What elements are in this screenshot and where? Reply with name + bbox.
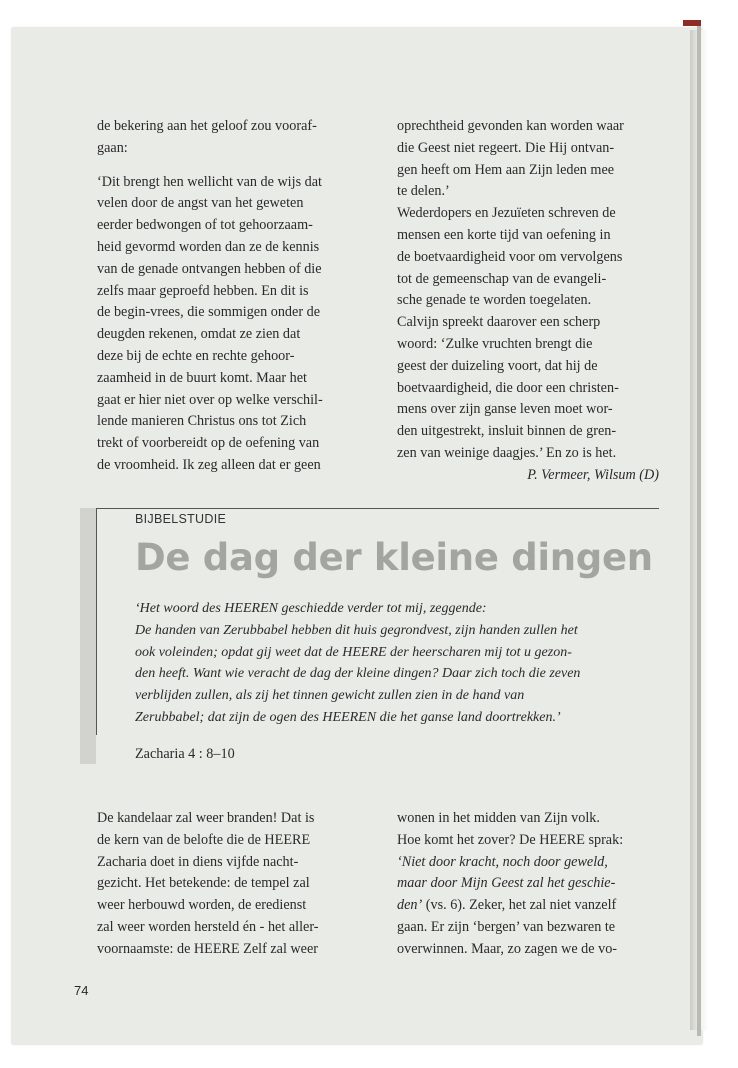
page-edge bbox=[697, 26, 701, 1036]
text-line: voornaamste: de HEERE Zelf zal weer bbox=[97, 940, 318, 957]
column-bottom-right bbox=[397, 808, 659, 961]
column-top-right bbox=[397, 116, 659, 487]
text-line: wonen in het midden van Zijn volk. bbox=[397, 810, 600, 826]
text-line: de boetvaardigheid voor om vervolgens bbox=[397, 248, 623, 265]
text-line: oprechtheid gevonden kan worden waar bbox=[397, 118, 624, 134]
text-line: weer herbouwd worden, de eredienst bbox=[97, 897, 307, 914]
text-line: eerder bedwongen of tot gehoorzaam- bbox=[97, 217, 313, 234]
text-line: trekt of voorbereidt op de oefening van bbox=[97, 435, 320, 452]
text-line: de begin-vrees, die sommigen onder de bbox=[97, 304, 320, 321]
text-line: velen door de angst van het geweten bbox=[97, 195, 304, 212]
text-line: mensen een korte tijd van oefening in bbox=[397, 226, 611, 243]
text-line: de bekering aan het geloof zou vooraf- bbox=[97, 118, 317, 134]
text-line: Hoe komt het zover? De HEERE sprak: bbox=[397, 831, 624, 848]
quote-line: Zerubbabel; dat zijn de ogen des HEEREN die het ganse land doortrekken.’ bbox=[135, 709, 561, 725]
text-line: gen heeft om Hem aan Zijn leden mee bbox=[397, 161, 615, 178]
quote-line: ook voleinden; opdat gij weet dat de HEERE der heerscharen mij tot u gezon- bbox=[135, 644, 572, 660]
text-line: mens over zijn ganse leven moet wor- bbox=[397, 401, 613, 418]
text-line: van de genade ontvangen hebben of die bbox=[97, 260, 322, 277]
quote-line: den heeft. Want wie veracht de dag der kleine dingen? Daar zich toch die zeven bbox=[135, 666, 581, 682]
text-line: te delen.’ bbox=[397, 183, 450, 200]
text-line: zen van weinige daagjes.’ En zo is het. bbox=[397, 444, 617, 461]
text-line: Zacharia doet in diens vijfde nacht- bbox=[97, 853, 299, 870]
author-signature: P. Vermeer, Wilsum (D) bbox=[527, 466, 659, 483]
quote-line: ‘Het woord des HEEREN geschiedde verder tot mij, zeggende: bbox=[135, 601, 487, 616]
text-line: Wederdopers en Jezuïeten schreven de bbox=[397, 205, 616, 222]
text-line: die Geest niet regeert. Die Hij ontvan- bbox=[397, 139, 615, 156]
text-line: deze bij de echte en rechte gehoor- bbox=[97, 347, 295, 364]
section-label: BIJBELSTUDIE bbox=[135, 512, 227, 526]
text-line: Calvijn spreekt daarover een scherp bbox=[397, 314, 601, 331]
text-line: woord: ‘Zulke vruchten brengt die bbox=[397, 335, 593, 352]
column-bottom-left bbox=[97, 808, 359, 961]
text-line: zaamheid in de buurt komt. Maar het bbox=[97, 369, 307, 386]
text-line: overwinnen. Maar, zo zagen we de vo- bbox=[397, 940, 618, 957]
text-line: gaan: bbox=[97, 139, 128, 156]
text-line: gaat er hier niet over op welke verschil- bbox=[97, 391, 323, 408]
text-line: lende manieren Christus ons tot Zich bbox=[97, 413, 307, 430]
page-number: 74 bbox=[74, 983, 89, 998]
text-fragment: (vs. 6). Zeker, het zal niet vanzelf bbox=[422, 897, 617, 914]
quote-line: De handen van Zerubbabel hebben dit huis gegrondvest, zijn handen zullen het bbox=[135, 622, 578, 638]
scripture-reference: Zacharia 4 : 8–10 bbox=[135, 746, 235, 762]
text-line: sche genade te worden toegelaten. bbox=[397, 292, 592, 309]
text-fragment-italic: den’ bbox=[397, 897, 423, 914]
text-line: heid gevormd worden dan ze de kennis bbox=[97, 238, 320, 255]
article-title: De dag der kleine dingen bbox=[135, 536, 653, 579]
text-line: ‘Niet door kracht, noch door geweld, bbox=[397, 853, 608, 870]
section-accent-bar bbox=[80, 508, 96, 764]
text-line: zal weer worden hersteld én - het aller- bbox=[97, 918, 319, 935]
text-line: tot de gemeenschap van de evangeli- bbox=[397, 270, 607, 287]
text-line: maar door Mijn Geest zal het geschie- bbox=[397, 875, 616, 892]
text-line: gaan. Er zijn ‘bergen’ van bezwaren te bbox=[397, 918, 616, 935]
quote-line: verblijden zullen, als zij het tinnen gewicht zullen zien in de hand van bbox=[135, 688, 525, 704]
text-line: De kandelaar zal weer branden! Dat is bbox=[97, 810, 315, 826]
text-line: boetvaardigheid, die door een christen- bbox=[397, 379, 619, 396]
text-line: den uitgestrekt, insluit binnen de gren- bbox=[397, 423, 617, 440]
text-line: gezicht. Het betekende: de tempel zal bbox=[97, 875, 310, 892]
text-line: zelfs maar geproefd hebben. En dit is bbox=[97, 282, 309, 299]
text-line: de kern van de belofte die de HEERE bbox=[97, 831, 311, 848]
column-top-left bbox=[97, 116, 359, 477]
scripture-quote bbox=[135, 598, 655, 729]
text-line: deugden rekenen, omdat ze zien dat bbox=[97, 326, 301, 343]
text-line bbox=[397, 895, 659, 917]
text-line: geest der duizeling voort, dat hij de bbox=[397, 357, 598, 374]
text-line: de vroomheid. Ik zeg alleen dat er geen bbox=[97, 456, 321, 473]
text-line: ‘Dit brengt hen wellicht van de wijs dat bbox=[97, 173, 322, 190]
